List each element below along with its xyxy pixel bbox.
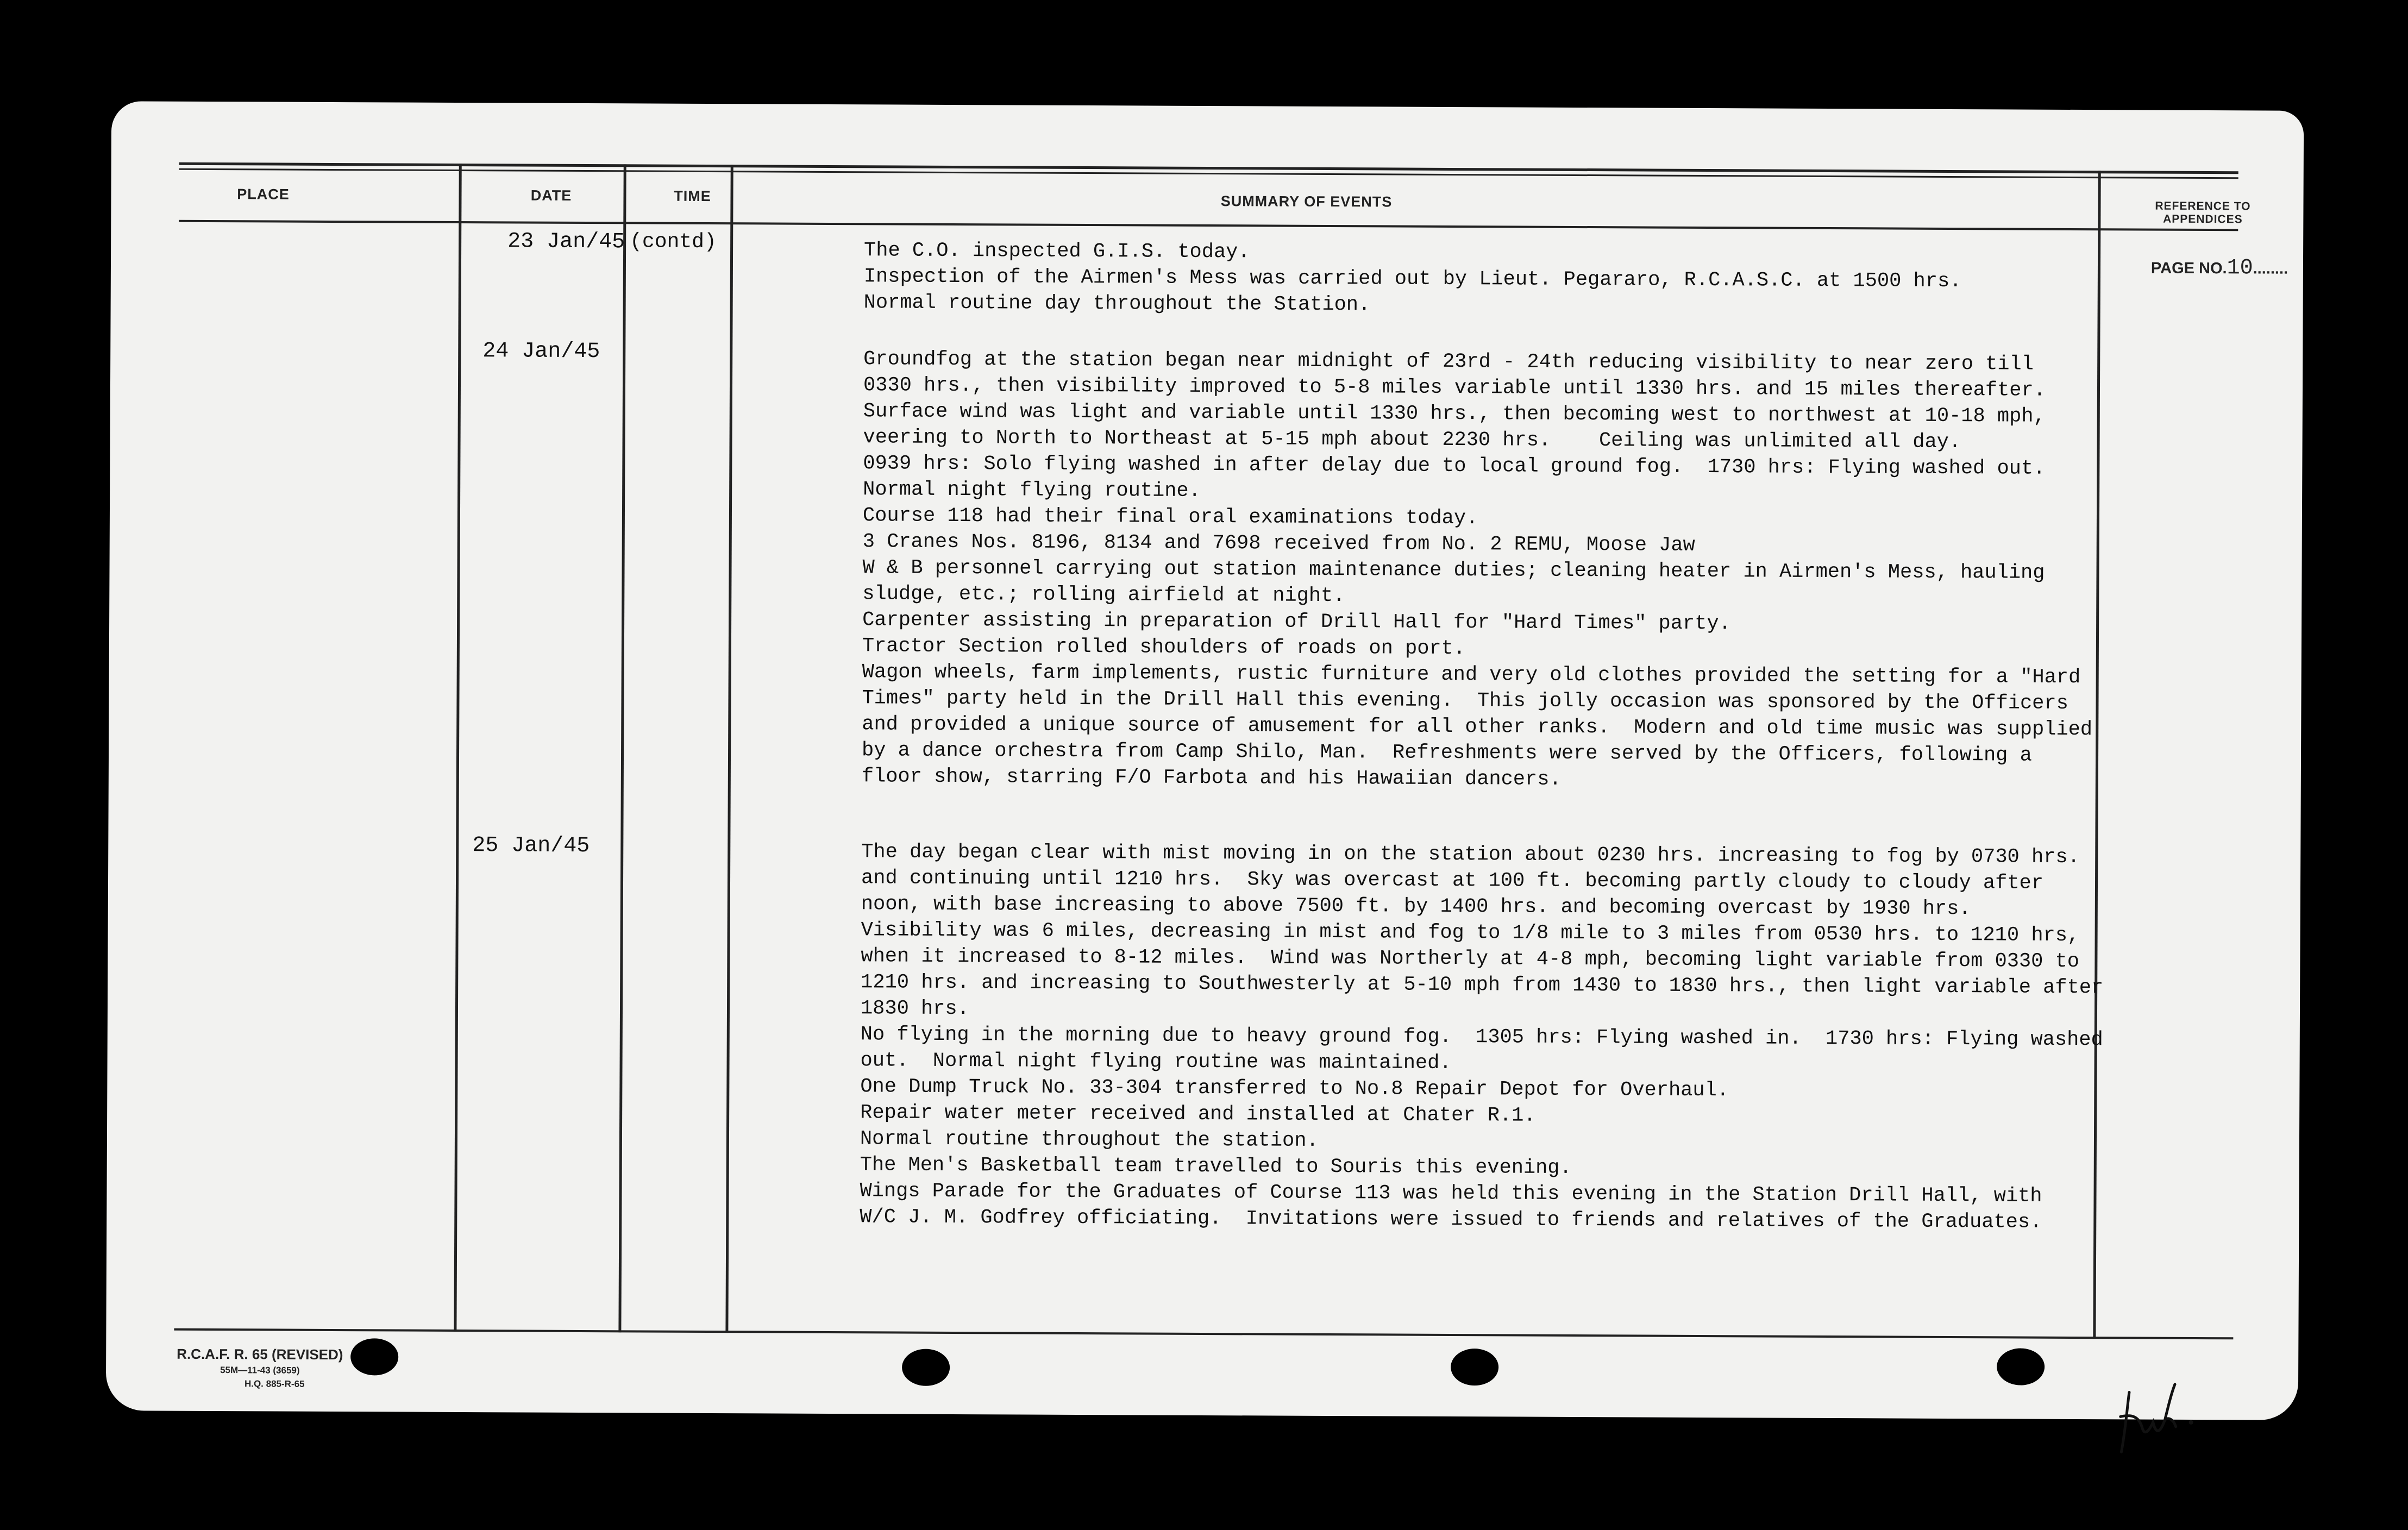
punch-hole	[1997, 1348, 2045, 1385]
summary-line: Course 118 had their final oral examinations today.	[862, 504, 1478, 530]
summary-line: Carpenter assisting in preparation of Drill Hall for "Hard Times" party.	[862, 609, 1731, 636]
summary-line: No flying in the morning due to heavy ground fog. 1305 hrs: Flying washed in. 1730 hrs: Flying washed	[860, 1023, 2103, 1052]
summary-line: veering to North to Northeast at 5-15 mph about 2230 hrs. Ceiling was unlimited all day.	[863, 426, 1961, 454]
summary-line: Normal routine day throughout the Station.	[863, 291, 1371, 317]
summary-line: and provided a unique source of amusement for all other ranks. Modern and old time music was supplied	[862, 713, 2093, 742]
column-divider-summary-reference	[2093, 171, 2100, 1339]
column-divider-date-time	[618, 164, 626, 1332]
entry-date: 23 Jan/45	[507, 229, 625, 255]
form-identifier: R.C.A.F. R. 65 (REVISED) 55M—11-43 (3659) H.Q. 885-R-65	[177, 1345, 343, 1389]
summary-line: by a dance orchestra from Camp Shilo, Man. Refreshments were served by the Officers, following a	[861, 739, 2032, 767]
summary-line: Tractor Section rolled shoulders of roads on port.	[862, 635, 1466, 661]
summary-line: Times" party held in the Drill Hall this evening. This jolly occasion was sponsored by the Officers	[862, 687, 2068, 715]
summary-line: Repair water meter received and installed at Chater R.1.	[860, 1101, 1536, 1127]
punch-hole	[902, 1349, 950, 1386]
summary-line: and continuing until 1210 hrs. Sky was overcast at 100 ft. becoming partly cloudy to cloudy after	[861, 867, 2044, 895]
summary-line: Normal routine throughout the station.	[860, 1127, 1319, 1152]
summary-line: The Men's Basketball team travelled to Souris this evening.	[860, 1153, 1572, 1180]
summary-line: Groundfog at the station began near midnight of 23rd - 24th reducing visibility to near zero till	[863, 348, 2034, 376]
summary-line: when it increased to 8-12 miles. Wind was Northerly at 4-8 mph, becoming light variable from 0330 to	[861, 945, 2080, 974]
header-bottom-rule	[179, 220, 2238, 231]
page-number-value: 10	[2227, 256, 2253, 281]
summary-line: W & B personnel carrying out station maintenance duties; cleaning heater in Airmen's Mess, hauling	[862, 556, 2045, 585]
bottom-rule	[174, 1328, 2233, 1340]
summary-line: Inspection of the Airmen's Mess was carried out by Lieut. Pegararo, R.C.A.S.C. at 1500 hrs.	[863, 265, 1962, 293]
column-header-place: PLACE	[237, 186, 290, 203]
summary-line: One Dump Truck No. 33-304 transferred to No.8 Repair Depot for Overhaul.	[860, 1075, 1729, 1102]
summary-line: Wings Parade for the Graduates of Course 113 was held this evening in the Station Drill Hall, with	[860, 1180, 2042, 1208]
summary-line: Normal night flying routine.	[863, 478, 1201, 503]
punch-hole	[350, 1338, 398, 1375]
summary-line: sludge, etc.; rolling airfield at night.	[862, 582, 1345, 608]
entry-time: (contd)	[630, 230, 717, 254]
ledger-card	[106, 101, 2304, 1420]
column-divider-time-summary	[725, 165, 733, 1333]
summary-line: noon, with base increasing to above 7500 ft. by 1400 hrs. and becoming overcast by 1930 hrs.	[861, 893, 1971, 921]
column-header-reference: REFERENCE TO APPENDICES	[2155, 199, 2251, 226]
summary-line: Wagon wheels, farm implements, rustic furniture and very old clothes provided the setting for a "Hard	[862, 661, 2081, 689]
column-header-summary: SUMMARY OF EVENTS	[1220, 193, 1393, 210]
column-divider-place-date	[454, 164, 461, 1332]
summary-line: Visibility was 6 miles, decreasing in mist and fog to 1/8 mile to 3 miles from 0530 hrs. to 1210 hrs,	[861, 919, 2080, 948]
entry-date: 25 Jan/45	[472, 833, 590, 859]
handwritten-initials	[2110, 1368, 2219, 1477]
summary-line: The day began clear with mist moving in on the station about 0230 hrs. increasing to fog by 0730 hrs.	[861, 841, 2080, 869]
summary-line: The C.O. inspected G.I.S. today.	[863, 239, 1250, 264]
column-header-date: DATE	[530, 187, 572, 204]
summary-line: out. Normal night flying routine was maintained.	[860, 1049, 1452, 1075]
summary-line: Surface wind was light and variable until 1330 hrs., then becoming west to northwest at 10-18 mph,	[863, 400, 2046, 428]
summary-line: 1210 hrs. and increasing to Southwesterly at 5-10 mph from 1430 to 1830 hrs., then light variable after	[861, 971, 2104, 1000]
summary-line: 1830 hrs.	[860, 997, 969, 1021]
summary-line: 0330 hrs., then visibility improved to 5-8 miles variable until 1330 hrs. and 15 miles thereafter.	[863, 374, 2046, 402]
punch-hole	[1451, 1349, 1498, 1385]
column-header-time: TIME	[674, 187, 711, 205]
entry-date: 24 Jan/45	[482, 339, 600, 365]
summary-line: 0939 hrs: Solo flying washed in after delay due to local ground fog. 1730 hrs: Flying washed out.	[863, 452, 2046, 480]
summary-line: W/C J. M. Godfrey officiating. Invitations were issued to friends and relatives of the Graduates.	[860, 1206, 2042, 1234]
summary-line: floor show, starring F/O Farbota and his Hawaiian dancers.	[861, 765, 1562, 791]
summary-line: 3 Cranes Nos. 8196, 8134 and 7698 received from No. 2 REMU, Moose Jaw	[862, 530, 1695, 557]
page-number: PAGE NO.10........	[2150, 256, 2288, 281]
